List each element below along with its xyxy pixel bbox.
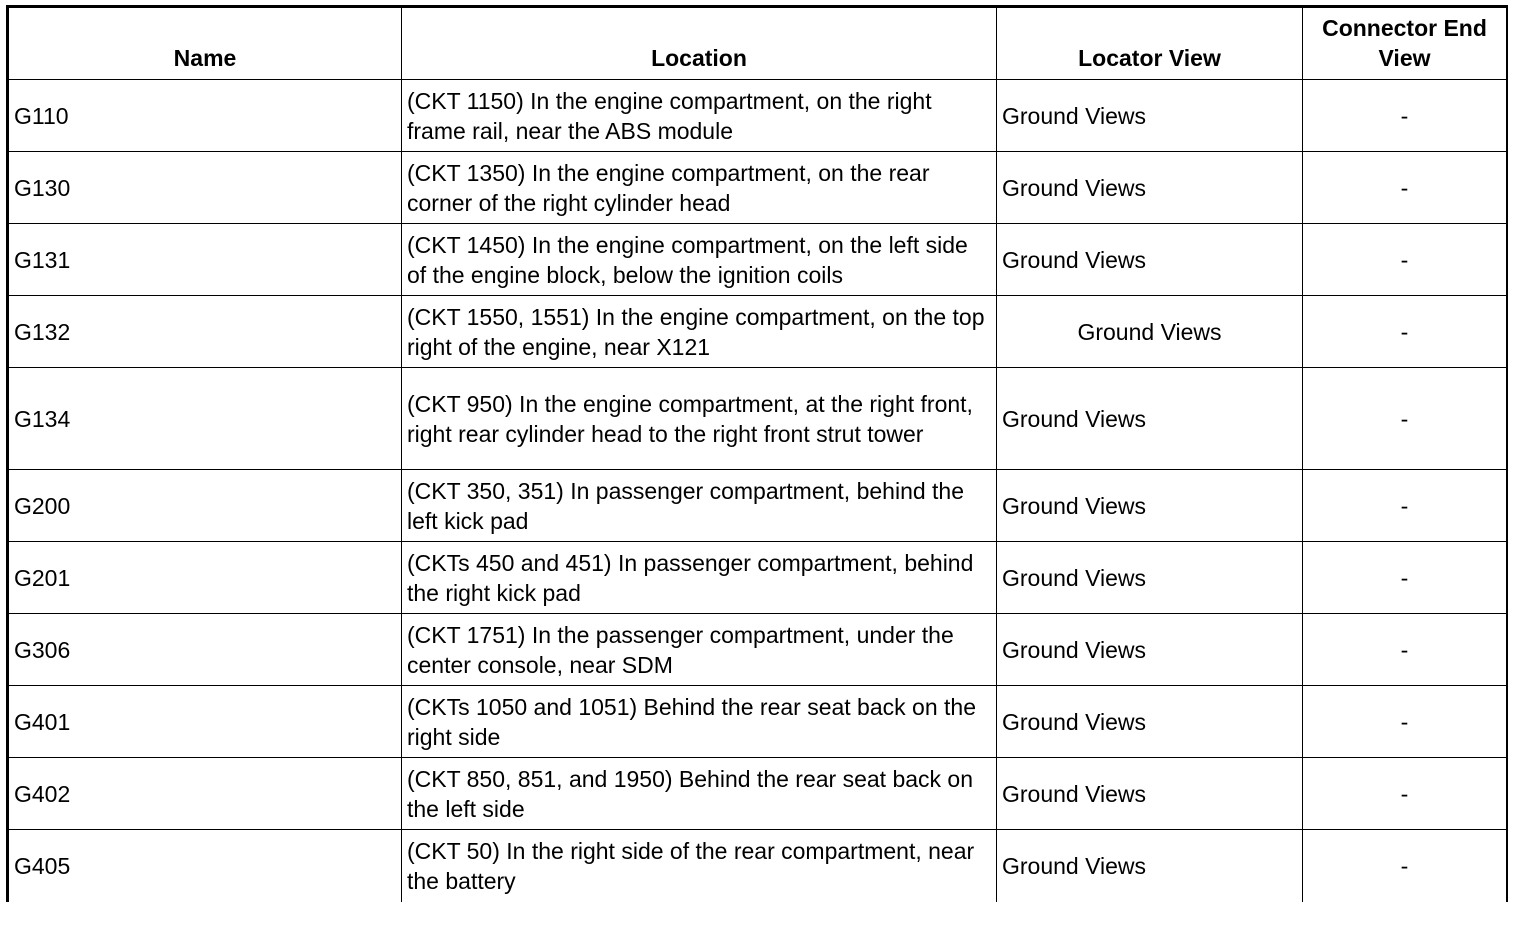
table-body (8, 80, 1508, 902)
ground-name-cell: G401 (8, 686, 402, 758)
ground-name-cell: G132 (8, 296, 402, 368)
table-row (8, 224, 1508, 296)
connector-end-view-cell: - (1303, 470, 1508, 542)
connector-end-view-cell: - (1303, 542, 1508, 614)
connector-end-view-cell: - (1303, 152, 1508, 224)
table-row (8, 80, 1508, 152)
ground-name-cell: G131 (8, 224, 402, 296)
table-row (8, 470, 1508, 542)
locator-view-link[interactable]: Ground Views (997, 152, 1303, 224)
connector-end-view-cell: - (1303, 758, 1508, 830)
location-cell: (CKT 350, 351) In passenger compartment, behind the left kick pad (402, 470, 997, 542)
table-row (8, 152, 1508, 224)
locator-view-link[interactable]: Ground Views (997, 296, 1303, 368)
locator-view-link[interactable]: Ground Views (997, 470, 1303, 542)
ground-name-cell: G402 (8, 758, 402, 830)
locator-view-link[interactable]: Ground Views (997, 224, 1303, 296)
locator-view-link[interactable]: Ground Views (997, 830, 1303, 902)
table-row (8, 686, 1508, 758)
location-cell: (CKT 1450) In the engine compartment, on the left side of the engine block, below the ignition coils (402, 224, 997, 296)
ground-name-cell: G201 (8, 542, 402, 614)
table-row (8, 368, 1508, 470)
location-cell: (CKT 1150) In the engine compartment, on the right frame rail, near the ABS module (402, 80, 997, 152)
header-location: Location (402, 7, 997, 80)
location-cell: (CKT 50) In the right side of the rear compartment, near the battery (402, 830, 997, 902)
ground-name-cell: G405 (8, 830, 402, 902)
location-cell: (CKTs 1050 and 1051) Behind the rear seat back on the right side (402, 686, 997, 758)
connector-end-view-cell: - (1303, 614, 1508, 686)
connector-end-view-cell: - (1303, 368, 1508, 470)
connector-end-view-cell: - (1303, 686, 1508, 758)
table-row (8, 542, 1508, 614)
ground-name-cell: G130 (8, 152, 402, 224)
connector-end-view-cell: - (1303, 296, 1508, 368)
locator-view-link[interactable]: Ground Views (997, 614, 1303, 686)
ground-name-cell: G134 (8, 368, 402, 470)
table-row (8, 830, 1508, 902)
connector-end-view-cell: - (1303, 224, 1508, 296)
table-row (8, 758, 1508, 830)
table-header (8, 7, 1508, 80)
locator-view-link[interactable]: Ground Views (997, 368, 1303, 470)
ground-locations-table (6, 5, 1508, 902)
table-row (8, 614, 1508, 686)
ground-locations-sheet (6, 5, 1508, 908)
ground-name-cell: G306 (8, 614, 402, 686)
connector-end-view-cell: - (1303, 80, 1508, 152)
location-cell: (CKT 850, 851, and 1950) Behind the rear seat back on the left side (402, 758, 997, 830)
connector-end-view-cell: - (1303, 830, 1508, 902)
header-locator-view: Locator View (997, 7, 1303, 80)
locator-view-link[interactable]: Ground Views (997, 542, 1303, 614)
header-name: Name (8, 7, 402, 80)
ground-name-cell: G110 (8, 80, 402, 152)
locator-view-link[interactable]: Ground Views (997, 758, 1303, 830)
locator-view-link[interactable]: Ground Views (997, 686, 1303, 758)
location-cell: (CKT 950) In the engine compartment, at the right front, right rear cylinder head to the right front strut tower (402, 368, 997, 470)
location-cell: (CKT 1550, 1551) In the engine compartment, on the top right of the engine, near X121 (402, 296, 997, 368)
header-connector-end-view: Connector End View (1303, 7, 1508, 80)
header-row (8, 7, 1508, 80)
location-cell: (CKTs 450 and 451) In passenger compartment, behind the right kick pad (402, 542, 997, 614)
table-row (8, 296, 1508, 368)
ground-name-cell: G200 (8, 470, 402, 542)
locator-view-link[interactable]: Ground Views (997, 80, 1303, 152)
location-cell: (CKT 1350) In the engine compartment, on the rear corner of the right cylinder head (402, 152, 997, 224)
location-cell: (CKT 1751) In the passenger compartment, under the center console, near SDM (402, 614, 997, 686)
